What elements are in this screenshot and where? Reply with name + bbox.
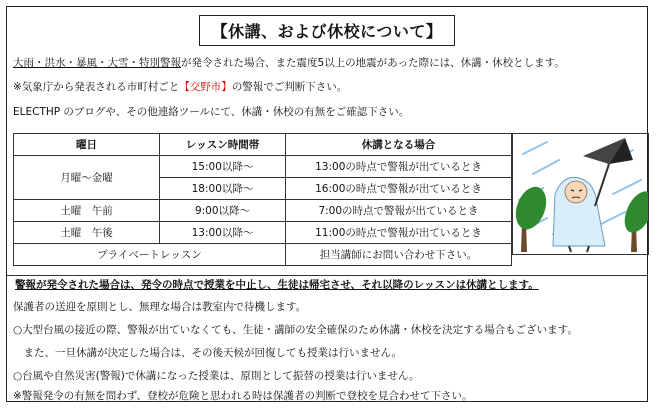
warning-notice: 警報が発令された場合は、発令の時点で授業を中止し、生徒は帰宅させ、それ以降のレッスンは休講とします。: [15, 279, 539, 291]
note-line-5: ※警報発令の有無を問わず、登校が危険と思われる時は保護者の判断で登校を見合わせて下さい。: [13, 390, 473, 402]
notice-frame: [6, 6, 648, 402]
storm-illustration: [512, 133, 649, 255]
table-header-row: [14, 134, 512, 156]
table-row: [14, 200, 512, 222]
schedule-table: [13, 133, 512, 266]
day-cell: 土曜 午後: [14, 222, 160, 244]
condition-cell: 13:00の時点で警報が出ているとき: [286, 156, 512, 178]
note-line-4: ○台風や自然災害(警報)で休講になった授業は、原則として振替の授業は行いません。: [13, 370, 420, 382]
header-day: 曜日: [14, 134, 160, 156]
intro-line-2-post: の警報でご判断下さい。: [231, 81, 348, 93]
time-cell: 13:00以降～: [160, 222, 286, 244]
header-time: レッスン時間帯: [160, 134, 286, 156]
header-condition: 休講となる場合: [286, 134, 512, 156]
condition-cell: 16:00の時点で警報が出ているとき: [286, 178, 512, 200]
condition-cell: 11:00の時点で警報が出ているとき: [286, 222, 512, 244]
city-label: 【交野市】: [179, 81, 232, 93]
time-cell: 9:00以降～: [160, 200, 286, 222]
private-lesson-label: プライベートレッスン: [14, 244, 286, 266]
day-cell: 土曜 午前: [14, 200, 160, 222]
intro-line-2-pre: ※気象庁から発表される市町村ごと: [13, 81, 180, 93]
warning-types: 大雨・洪水・暴風・大雪・特別警報: [13, 57, 181, 69]
page-title: 【休講、および休校について】: [199, 15, 456, 46]
intro-line-2: [13, 79, 347, 94]
note-line-2: ○大型台風の接近の際、警報が出ていなくても、生徒・講師の安全確保のため休講・休校を決定する場合もございます。: [13, 324, 578, 336]
storm-person-umbrella-icon: [513, 134, 648, 254]
note-line-3: また、一旦休講が決定した場合は、その後天候が回復しても授業は行いません。: [13, 347, 403, 359]
intro-line-1: [13, 55, 565, 70]
time-cell: 15:00以降～: [160, 156, 286, 178]
time-cell: 18:00以降～: [160, 178, 286, 200]
day-cell: 月曜～金曜: [14, 156, 160, 200]
divider: [7, 275, 647, 276]
note-line-1: 保護者の送迎を原則とし、無理な場合は教室内で待機します。: [13, 301, 307, 313]
table-row: [14, 156, 512, 178]
condition-cell: 7:00の時点で警報が出ているとき: [286, 200, 512, 222]
intro-line-1-rest: が発令された場合、また震度5以上の地震があった際には、休講・休校とします。: [181, 57, 565, 69]
table-row: [14, 222, 512, 244]
intro-line-3: ELECTHP のブログや、その他連絡ツールにて、休講・休校の有無をご確認下さい。: [13, 106, 410, 118]
title-area: [7, 15, 647, 46]
table-row: [14, 244, 512, 266]
private-lesson-note: 担当講師にお問い合わせ下さい。: [286, 244, 512, 266]
